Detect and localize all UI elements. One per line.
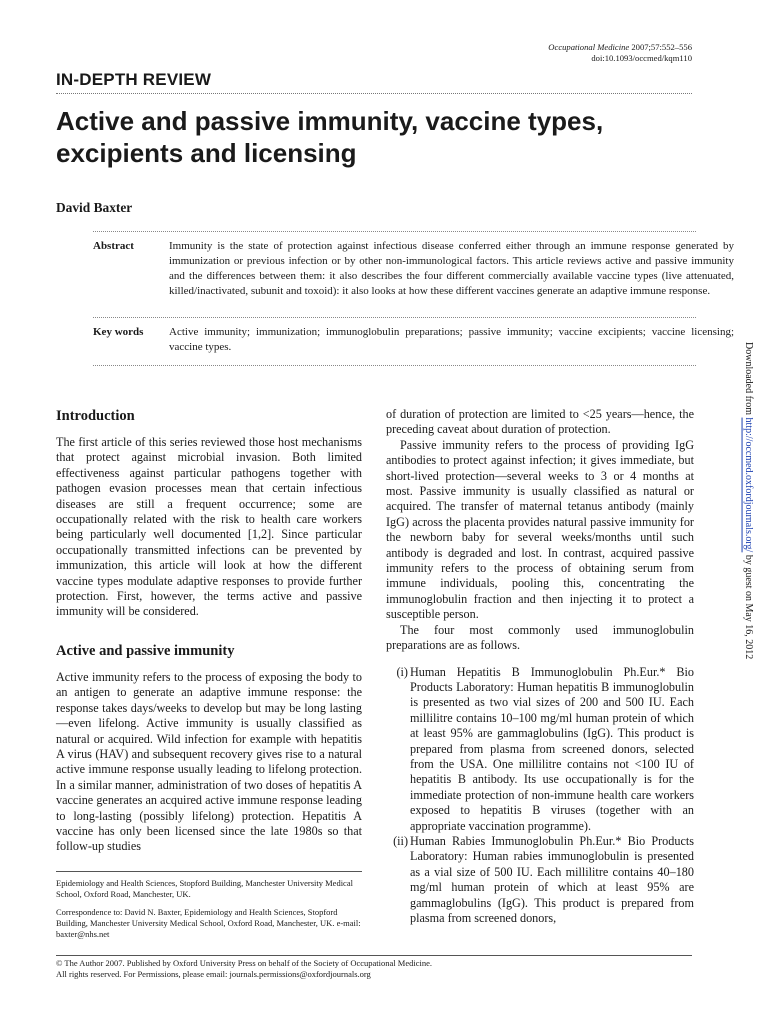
download-suffix: by guest on May 16, 2012: [743, 552, 754, 660]
journal-doi: doi:10.1093/occmed/kqm110: [591, 53, 692, 63]
body-paragraph: of duration of protection are limited to <25 years—hence, the preceding caveat about duration of protection.: [386, 407, 694, 437]
list-item-text: Human Rabies Immunoglobulin Ph.Eur.* Bio Products Laboratory: Human rabies immunoglobulin is presented as a vial size of 500 IU. Each millilitre contains 40–180 mg/ml human protein of which at least 95% are gammaglobulins (IgG). This product is prepared from plasma from screened donors,: [410, 833, 694, 925]
active-immunity-paragraph: Active immunity refers to the process of exposing the body to an antigen to generate an adaptive immune response: the response takes days/weeks to develop but may be long lasting—even lifelong. Active immunity is usually classified as natural or acquired. Wild infection for example with hepatitis A virus (HAV) and subsequent recovery gives rise to a natural active immune response usually leading to lifelong protection. In a similar manner, administration of two doses of hepatitis A vaccine generates an acquired active immune response leading to long-lasting (possibly lifelong) protection. Hepatitis A vaccine has only been licensed since the late 1980s so that follow-up studies: [56, 669, 362, 854]
abstract-bottom-divider: [93, 317, 696, 318]
journal-reference: [548, 42, 692, 64]
copyright-line: © The Author 2007. Published by Oxford University Press on behalf of the Society of Occupational Medicine.: [56, 958, 432, 968]
abstract-label: Abstract: [93, 240, 134, 252]
journal-site-link[interactable]: http://occmed.oxfordjournals.org/: [743, 417, 754, 553]
copyright-divider: [56, 955, 692, 956]
affiliation-footnote: Epidemiology and Health Sciences, Stopford Building, Manchester University Medical School, Oxford Road, Manchester, UK.: [56, 878, 353, 899]
list-item: [386, 834, 694, 926]
permissions-line: All rights reserved. For Permissions, please email: journals.permissions@oxfordjournals.org: [56, 969, 371, 979]
correspondence-footnote: Correspondence to: David N. Baxter, Epidemiology and Health Sciences, Stopford Building, Manchester University Medical School, Oxford Road, Manchester, UK. e-mail: baxter@nhs.net: [56, 907, 361, 939]
list-item-marker: (i): [396, 664, 408, 679]
body-paragraph: The four most commonly used immunoglobulin preparations are as follows.: [386, 622, 694, 653]
abstract-top-divider: [93, 231, 696, 232]
body-column-right: [386, 407, 694, 926]
introduction-heading: Introduction: [56, 408, 135, 424]
passive-immunity-paragraph: Passive immunity refers to the process of providing IgG antibodies to protect against infection; it gives immediate, but short-lived protection—several weeks to 3 or 4 months at most. Passive immunity is usually classified as natural or acquired. The transfer of maternal tetanus antibody (mainly IgG) across the placenta provides natural passive immunity for the newborn baby for several weeks/months until such antibody is degraded and lost. In contrast, acquired passive immunity refers to the process of obtaining serum from immune individuals, pooling this, concentrating the immunoglobulin fraction and then injecting it to protect a susceptible person.: [386, 437, 694, 622]
introduction-paragraph: The first article of this series reviewed those host mechanisms that protect against microbial invasion. Both limited effectiveness against particular pathogens together with pathogen evasion processes mean that certain infectious diseases are still a frequent occurrence; some are occupationally related with the risk to health care workers being particularly well documented [1,2]. Since particular occupationally transmitted infections can be prevented by immunization, this article will look at how the different vaccine types modulate adaptive responses to provide further protection. First, however, the terms active and passive immunity will be considered.: [56, 435, 362, 619]
section-divider: [56, 93, 692, 94]
active-passive-heading: Active and passive immunity: [56, 642, 235, 659]
journal-name: Occupational Medicine: [548, 42, 630, 52]
download-prefix: Downloaded from: [743, 342, 754, 418]
footnote-divider: [56, 871, 362, 872]
section-label: IN-DEPTH REVIEW: [56, 70, 212, 89]
keywords-text: Active immunity; immunization; immunoglobulin preparations; passive immunity; vaccine excipients; vaccine licensing; vaccine types.: [169, 326, 734, 353]
journal-citation-line: [548, 42, 692, 53]
journal-citation: 2007;57:552–556: [629, 42, 692, 52]
body-column-left: [56, 407, 362, 855]
list-item-text: Human Hepatitis B Immunoglobulin Ph.Eur.* Bio Products Laboratory: Human hepatitis B immunoglobulin is presented as two vial sizes of 200 and 500 IU. Each millilitre contains 10–100 mg/ml human protein of which at least 95% are gammaglobulins (IgG). This product is prepared from plasma from screened donors, selected from the USA. One millilitre contains not <100 IU of hepatitis B antibody. Its use occupationally is for the immediate protection of non-immune health care workers exposed to hepatitis B viruses (together with an appropriate vaccination programme).: [410, 664, 694, 833]
list-item: [386, 665, 694, 834]
keywords-label: Key words: [93, 326, 144, 338]
article-title: Active and passive immunity, vaccine types, excipients and licensing: [56, 106, 604, 168]
list-item-marker: (ii): [393, 833, 408, 848]
abstract-text: Immunity is the state of protection against infectious disease conferred either through an immune response generated by immunization or previous infection or by other non-immunological factors. This article reviews active and passive immunity and the differences between them: it also describes the four different commercially available vaccine types (live attenuated, killed/inactivated, subunit and toxoid): it also looks at how these different vaccines generate an adaptive immune response.: [169, 240, 734, 297]
download-watermark: [742, 342, 754, 659]
author-name: David Baxter: [56, 200, 133, 215]
copyright-notice: [56, 958, 432, 980]
keywords-bottom-divider: [93, 365, 696, 366]
